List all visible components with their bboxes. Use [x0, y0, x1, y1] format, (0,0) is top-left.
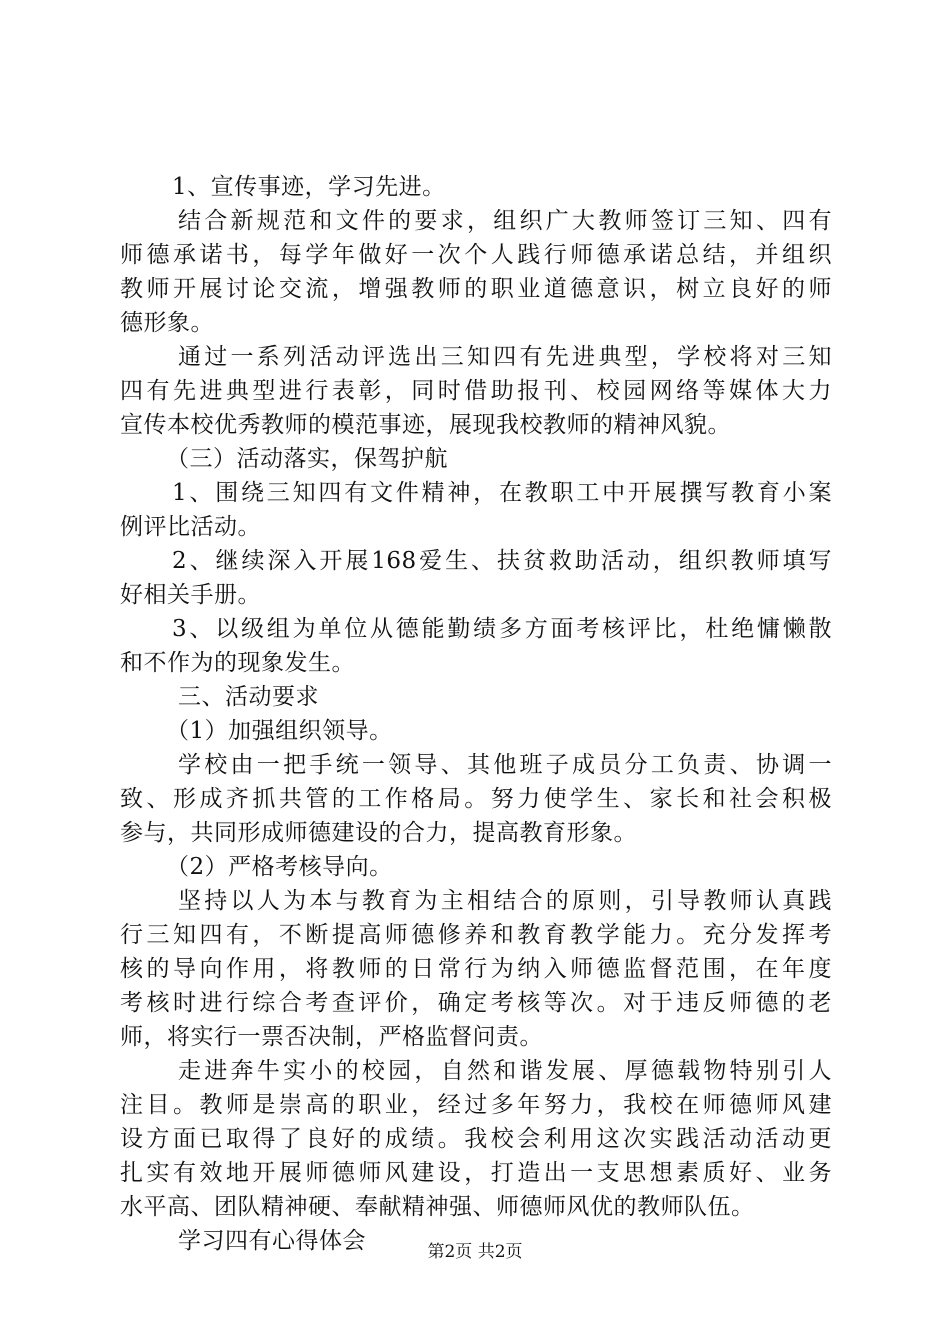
paragraph-line: 师，将实行一票否决制，严格监督问责。: [120, 1024, 543, 1050]
paragraph-line: 宣传本校优秀教师的模范事迹，展现我校教师的精神风貌。: [120, 412, 731, 438]
paragraph-line: 行三知四有，不断提高师德修养和教育教学能力。充分发挥考: [120, 922, 832, 948]
paragraph-line: 1、围绕三知四有文件精神，在教职工中开展撰写教育小案: [172, 480, 832, 506]
paragraph-line: 注目。教师是崇高的职业，经过多年努力，我校在师德师风建: [120, 1092, 832, 1118]
section-heading: 1、宣传事迹，学习先进。: [172, 174, 446, 200]
paragraph-line: 参与，共同形成师德建设的合力，提高教育形象。: [120, 820, 637, 846]
paragraph-line: 四有先进典型进行表彰，同时借助报刊、校园网络等媒体大力: [120, 378, 832, 404]
paragraph-line: 考核时进行综合考查评价，确定考核等次。对于违反师德的老: [120, 990, 832, 1016]
paragraph-line: 设方面已取得了良好的成绩。我校会利用这次实践活动活动更: [120, 1126, 832, 1152]
paragraph-line: 学校由一把手统一领导、其他班子成员分工负责、协调一: [178, 752, 832, 778]
paragraph-line: 2、继续深入开展168爱生、扶贫救助活动，组织教师填写: [172, 548, 832, 574]
section-heading: （2）严格考核导向。: [166, 854, 393, 880]
page-number-footer: 第2页 共2页: [427, 1242, 523, 1262]
paragraph-line: 结合新规范和文件的要求，组织广大教师签订三知、四有: [178, 208, 832, 234]
paragraph-line: 水平高、团队精神硬、奉献精神强、师德师风优的教师队伍。: [120, 1194, 755, 1220]
paragraph-line: 核的导向作用，将教师的日常行为纳入师德监督范围，在年度: [120, 956, 832, 982]
document-body: [120, 170, 832, 1258]
paragraph-line: 走进奔牛实小的校园，自然和谐发展、厚德载物特别引人: [178, 1058, 832, 1084]
paragraph-line: 致、形成齐抓共管的工作格局。努力使学生、家长和社会积极: [120, 786, 832, 812]
paragraph-line: 通过一系列活动评选出三知四有先进典型，学校将对三知: [178, 344, 832, 370]
paragraph-line: 德形象。: [120, 310, 214, 336]
paragraph-line: 坚持以人为本与教育为主相结合的原则，引导教师认真践: [178, 888, 832, 914]
paragraph-line: 例评比活动。: [120, 514, 261, 540]
paragraph-line: 师德承诺书，每学年做好一次个人践行师德承诺总结，并组织: [120, 242, 832, 268]
paragraph-line: 教师开展讨论交流，增强教师的职业道德意识，树立良好的师: [120, 276, 832, 302]
section-heading: 三、活动要求: [178, 684, 319, 710]
section-heading: （1）加强组织领导。: [166, 718, 393, 744]
paragraph-line: 3、以级组为单位从德能勤绩多方面考核评比，杜绝慵懒散: [172, 616, 832, 642]
paragraph-line: 好相关手册。: [120, 582, 261, 608]
section-heading: （三）活动落实，保驾护航: [166, 446, 448, 472]
section-heading: 学习四有心得体会: [178, 1228, 366, 1254]
paragraph-line: 和不作为的现象发生。: [120, 650, 355, 676]
paragraph-line: 扎实有效地开展师德师风建设，打造出一支思想素质好、业务: [120, 1160, 832, 1186]
